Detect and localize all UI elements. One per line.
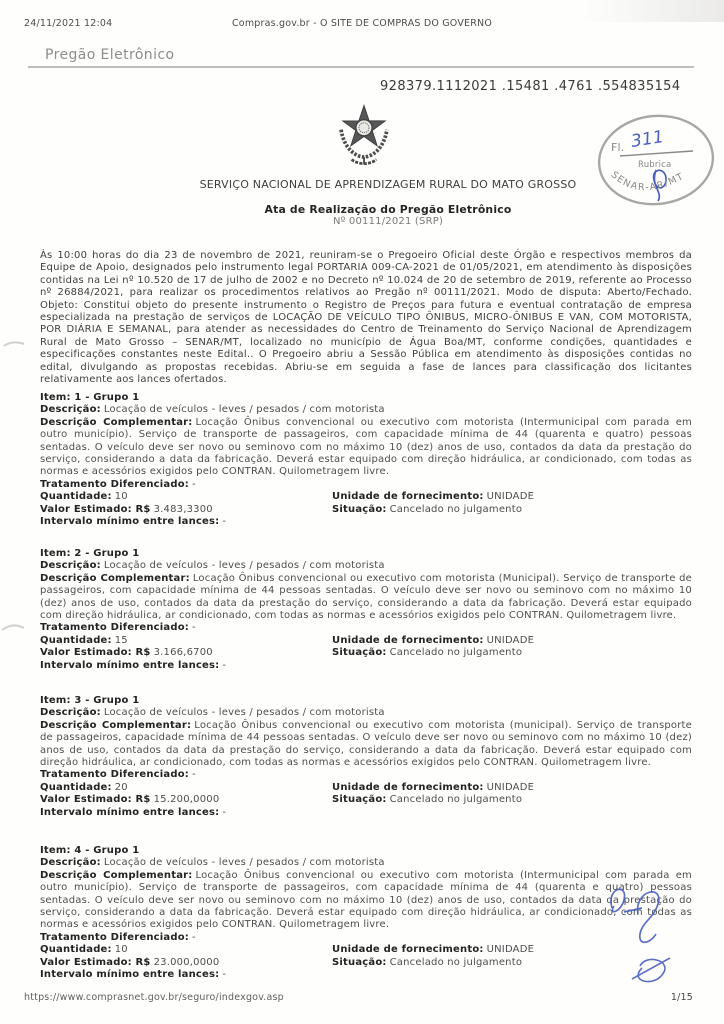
item-quantidade <box>40 944 332 956</box>
value-descricao: Locação de veículos - leves / pesados / com motorista <box>103 404 385 416</box>
item-unidade <box>332 782 692 794</box>
item-valor <box>40 647 332 659</box>
value-descricao: Locação de veículos - leves / pesados / com motorista <box>103 560 385 572</box>
label-unidade: Unidade de fornecimento: <box>332 944 484 956</box>
label-descricao-complementar: Descrição Complementar: <box>40 719 192 731</box>
value-intervalo: - <box>222 659 227 671</box>
item-descricao-row <box>40 857 692 869</box>
value-tratamento: - <box>192 769 196 781</box>
value-unidade: UNIDADE <box>486 781 535 793</box>
label-descricao-complementar: Descrição Complementar: <box>40 416 193 428</box>
label-descricao: Descrição: <box>40 404 101 416</box>
item-tratamento-row <box>40 479 692 491</box>
label-intervalo: Intervalo mínimo entre lances: <box>40 516 220 528</box>
item-valor <box>40 957 332 969</box>
brazil-coat-of-arms-icon <box>333 98 395 170</box>
label-situacao: Situação: <box>332 794 387 806</box>
label-unidade: Unidade de fornecimento: <box>332 491 484 503</box>
handwritten-signature-marks <box>598 872 724 990</box>
item-situacao <box>332 647 692 659</box>
item-descricao-complementar-row <box>40 417 692 479</box>
item-block-2 <box>40 548 692 672</box>
stamp-folio-number-handwritten: 311 <box>629 127 666 152</box>
label-situacao: Situação: <box>332 647 387 659</box>
value-quantidade: 10 <box>114 944 128 956</box>
label-quantidade: Quantidade: <box>40 491 112 503</box>
item-title: Item: 2 - Grupo 1 <box>40 548 140 559</box>
label-descricao: Descrição: <box>40 707 101 719</box>
item-valor-situacao-row <box>40 794 692 806</box>
item-qty-unit-row <box>40 635 692 647</box>
value-descricao-complementar: Locação Ônibus convencional ou executivo com motorista (Intermunicipal com parada em outro município). Serviço de transporte de passageiros, com capacidade mínima de 44 (quarenta e quatro) pessoas sentadas. O veículo deve ser novo ou seminovo com no máximo 10 (dez) anos de uso, contados da data da prestação do serviço, considerando a data da fabricação. Deverá estar equipado com direção hidráulica, ar condicionado, com todas as normas e acessórios exigidos pelo CONTRAN. Quilometragem livre. <box>40 416 693 478</box>
item-title: Item: 1 - Grupo 1 <box>40 392 140 403</box>
value-intervalo: - <box>222 969 227 981</box>
item-descricao-row <box>40 560 692 572</box>
item-situacao <box>332 504 692 516</box>
item-valor-situacao-row <box>40 957 692 969</box>
value-descricao: Locação de veículos - leves / pesados / com motorista <box>103 857 385 869</box>
label-unidade: Unidade de fornecimento: <box>332 634 484 646</box>
item-descricao-row <box>40 404 692 416</box>
label-valor-estimado: Valor Estimado: R$ <box>40 956 151 968</box>
item-intervalo-row <box>40 660 692 672</box>
label-tratamento: Tratamento Diferenciado: <box>40 622 190 634</box>
item-valor <box>40 794 332 806</box>
label-descricao: Descrição: <box>40 857 101 869</box>
value-intervalo: - <box>222 516 227 528</box>
item-block-4 <box>40 845 692 981</box>
value-quantidade: 15 <box>114 634 128 646</box>
label-tratamento: Tratamento Diferenciado: <box>40 478 190 490</box>
item-valor <box>40 504 332 516</box>
label-situacao: Situação: <box>332 956 387 968</box>
stamp-rubrica-label: Rubrica <box>638 160 672 170</box>
item-unidade <box>332 635 692 647</box>
stamp-senar <box>592 110 724 218</box>
value-quantidade: 20 <box>114 781 128 793</box>
value-valor-estimado: 23.000,0000 <box>153 956 220 968</box>
label-valor-estimado: Valor Estimado: R$ <box>40 503 151 515</box>
item-block-3 <box>40 695 692 819</box>
label-quantidade: Quantidade: <box>40 634 112 646</box>
item-tratamento-row <box>40 622 692 634</box>
value-descricao-complementar: Locação Ônibus convencional ou executivo com motorista (Intermunicipal com parada em outro município). Serviço de transporte de passageiros, com capacidade mínima de 44 (quarenta e quatro) pessoas sentadas. O veículo deve ser novo ou seminovo com no máximo 10 (dez) anos de uso, contados da data da prestação do serviço, considerando a data da fabricação. Deverá estar equipado com direção hidráulica, ar condicionado, com todas as normas e acessórios exigidos pelo CONTRAN. Quilometragem livre. <box>40 869 693 931</box>
value-valor-estimado: 3.166,6700 <box>153 647 213 659</box>
item-descricao-row <box>40 707 692 719</box>
value-unidade: UNIDADE <box>486 491 535 503</box>
item-intervalo-row <box>40 516 692 528</box>
value-descricao: Locação de veículos - leves / pesados / com motorista <box>103 707 385 719</box>
intro-paragraph: Às 10:00 horas do dia 23 de novembro de 2021, reuniram-se o Pregoeiro Oficial deste Órgão e respectivos membros da Equipe de Apoio, designados pelo instrumento legal PORTARIA 009-CA-2021 de 01/05/2021, em atendimento às disposições contidas na Lei nº 10.520 de 17 de julho de 2002 e no Decreto nº 10.024 de 20 de setembro de 2019, referente ao Processo nº 26884/2021, para realizar os procedimentos relativos ao Pregão nº 00111/2021. Modo de disputa: Aberto/Fechado. Objeto: Constitui objeto do presente instrumento o Registro de Preços para futura e eventual contratação de empresa especializada na prestação de serviços de LOCAÇÃO DE VEÍCULO TIPO ÔNIBUS, MICRO-ÔNIBUS E VAN, COM MOTORISTA, POR DIÁRIA E SEMANAL, para atender as necessidades do Centro de Treinamento do Serviço Nacional de Aprendizagem Rural de Mato Grosso – SENAR/MT, localizado no município de Água Boa/MT, conforme condições, quantidades e especificações constantes neste Edital.. O Pregoeiro abriu a Sessão Pública em atendimento às disposições contidas no edital, divulgando as propostas recebidas. Abriu-se em seguida a fase de lances para classificação dos licitantes relativamente aos lances ofertados. <box>40 250 692 386</box>
item-qty-unit-row <box>40 491 692 503</box>
item-quantidade <box>40 782 332 794</box>
item-descricao-complementar-row <box>40 573 692 623</box>
value-descricao-complementar: Locação Ônibus convencional ou executivo com motorista (Municipal). Serviço de transporte de passageiros, com capacidade mínima de 44 pessoas sentadas. O veículo deve ser novo ou seminovo com no máximo 10 (dez) anos de uso, contados da data da prestação do serviço, considerando a data da fabricação. Deverá estar equipado com direção hidráulica, ar condicionado, com todas as normas e acessórios exigidos pelo CONTRAN. Quilometragem livre. <box>40 572 692 622</box>
item-title: Item: 3 - Grupo 1 <box>40 695 140 706</box>
doc-title: Ata de Realização do Pregão Eletrônico <box>264 203 512 216</box>
header-divider <box>28 66 694 68</box>
label-descricao-complementar: Descrição Complementar: <box>40 869 193 881</box>
item-intervalo-row <box>40 807 692 819</box>
label-tratamento: Tratamento Diferenciado: <box>40 931 190 943</box>
label-intervalo: Intervalo mínimo entre lances: <box>40 806 220 818</box>
scan-mark <box>0 620 28 634</box>
item-tratamento-row <box>40 932 692 944</box>
label-valor-estimado: Valor Estimado: R$ <box>40 647 151 659</box>
item-descricao-complementar-row <box>40 870 692 932</box>
item-unidade <box>332 491 692 503</box>
protocol-number: 928379.1112021 .15481 .4761 .554835154 <box>380 79 681 94</box>
value-tratamento: - <box>192 622 196 634</box>
org-name: SERVIÇO NACIONAL DE APRENDIZAGEM RURAL DO MATO GROSSO <box>199 178 577 191</box>
item-intervalo-row <box>40 969 692 981</box>
print-datetime: 24/11/2021 12:04 <box>24 18 113 29</box>
print-site-title: Compras.gov.br - O SITE DE COMPRAS DO GOVERNO <box>231 18 493 29</box>
label-quantidade: Quantidade: <box>40 944 112 956</box>
value-situacao: Cancelado no julgamento <box>389 956 523 968</box>
value-intervalo: - <box>222 806 227 818</box>
doc-subtitle: Nº 00111/2021 (SRP) <box>332 216 444 227</box>
label-descricao: Descrição: <box>40 560 101 572</box>
value-valor-estimado: 15.200,0000 <box>153 794 220 806</box>
item-quantidade <box>40 635 332 647</box>
item-tratamento-row <box>40 769 692 781</box>
footer-page-number: 1/15 <box>670 992 693 1003</box>
value-unidade: UNIDADE <box>486 944 535 956</box>
value-valor-estimado: 3.483,3300 <box>153 503 213 515</box>
value-descricao-complementar: Locação Ônibus convencional ou executivo com motorista (municipal). Serviço de transporte de passageiros, capacidade mínima de 44 pessoas sentadas. O veículo deve ser novo ou seminovo com no máximo 10 (dez) anos de uso, contados da data da prestação do serviço, considerando a data da fabricação. Deverá estar equipado com direção hidráulica, ar condicionado, com todas as normas e acessórios exigidos pelo CONTRAN. Quilometragem livre. <box>40 719 693 769</box>
label-unidade: Unidade de fornecimento: <box>332 781 484 793</box>
label-tratamento: Tratamento Diferenciado: <box>40 769 190 781</box>
value-situacao: Cancelado no julgamento <box>389 647 523 659</box>
value-unidade: UNIDADE <box>486 634 535 646</box>
item-quantidade <box>40 491 332 503</box>
label-situacao: Situação: <box>332 503 387 515</box>
item-block-1 <box>40 392 692 528</box>
label-intervalo: Intervalo mínimo entre lances: <box>40 659 220 671</box>
section-title: Pregão Eletrônico <box>45 47 175 63</box>
scan-mark <box>2 338 28 350</box>
item-title: Item: 4 - Grupo 1 <box>40 845 140 856</box>
item-descricao-complementar-row <box>40 720 692 770</box>
value-tratamento: - <box>192 478 196 490</box>
item-situacao <box>332 794 692 806</box>
label-descricao-complementar: Descrição Complementar: <box>40 572 190 584</box>
item-qty-unit-row <box>40 782 692 794</box>
label-intervalo: Intervalo mínimo entre lances: <box>40 969 220 981</box>
value-quantidade: 10 <box>114 491 128 503</box>
stamp-folio-label: Fl. <box>611 141 625 154</box>
label-valor-estimado: Valor Estimado: R$ <box>40 794 151 806</box>
label-quantidade: Quantidade: <box>40 781 112 793</box>
item-qty-unit-row <box>40 944 692 956</box>
footer-url: https://www.comprasnet.gov.br/seguro/indexgov.asp <box>24 992 284 1003</box>
value-situacao: Cancelado no julgamento <box>389 503 523 515</box>
item-valor-situacao-row <box>40 504 692 516</box>
item-valor-situacao-row <box>40 647 692 659</box>
stamp-org-abbrev: SENAR-AR/MT <box>608 169 687 194</box>
value-situacao: Cancelado no julgamento <box>389 794 523 806</box>
value-tratamento: - <box>192 931 196 943</box>
